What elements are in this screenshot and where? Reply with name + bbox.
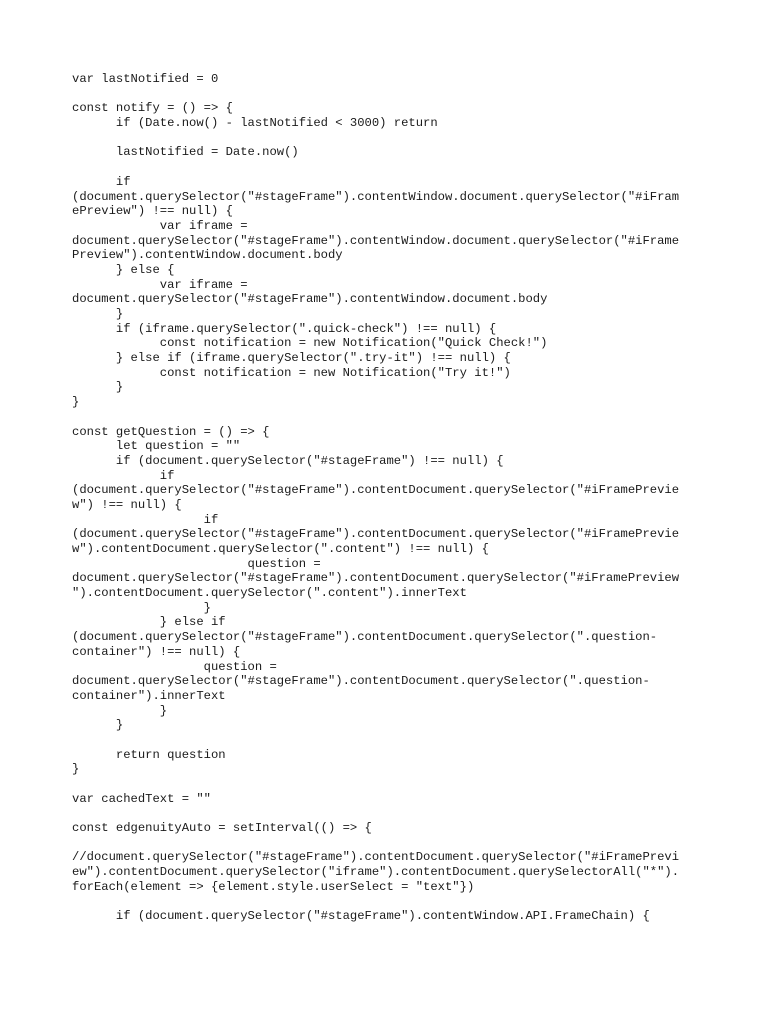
code-line: var cachedText = ""	[72, 791, 211, 806]
code-line: }	[72, 762, 80, 777]
code-line: const notification = new Notification("Quick Check!")	[72, 336, 548, 351]
code-line: if	[72, 468, 175, 483]
code-line	[72, 160, 702, 175]
code-line: (document.querySelector("#stageFrame").contentDocument.querySelector("#iFramePrevie	[72, 527, 680, 542]
code-line: return question	[72, 747, 226, 762]
code-line: }	[72, 703, 168, 718]
code-line: (document.querySelector("#stageFrame").contentWindow.document.querySelector("#iFram	[72, 189, 680, 204]
code-line	[72, 836, 702, 851]
code-line: forEach(element => {element.style.userSelect = "text"})	[72, 879, 475, 894]
code-line: const edgenuityAuto = setInterval(() => {	[72, 821, 372, 836]
code-line: if (Date.now() - lastNotified < 3000) return	[72, 116, 438, 131]
code-line: //document.querySelector("#stageFrame").contentDocument.querySelector("#iFramePrevi	[72, 850, 680, 865]
code-line: w") !== null) {	[72, 497, 182, 512]
code-line: if (iframe.querySelector(".quick-check") !== null) {	[72, 321, 497, 336]
code-line: }	[72, 395, 80, 410]
code-line: ePreview") !== null) {	[72, 204, 233, 219]
code-line	[72, 895, 702, 910]
code-line: question =	[72, 659, 277, 674]
code-line: }	[72, 718, 124, 733]
code-line: } else if	[72, 615, 226, 630]
code-line: w").contentDocument.querySelector(".content") !== null) {	[72, 542, 489, 556]
code-line	[72, 777, 702, 792]
code-line: const getQuestion = () => {	[72, 424, 270, 439]
code-line: let question = ""	[72, 439, 241, 454]
code-line: }	[72, 380, 124, 395]
code-line: if	[72, 512, 219, 527]
code-line: const notify = () => {	[72, 101, 233, 116]
code-line	[72, 733, 702, 748]
code-line: document.querySelector("#stageFrame").contentDocument.querySelector(".question-	[72, 674, 650, 689]
code-line: question =	[72, 556, 321, 571]
code-line: document.querySelector("#stageFrame").contentWindow.document.body	[72, 292, 548, 307]
code-line: document.querySelector("#stageFrame").contentDocument.querySelector("#iFramePreview	[72, 571, 680, 586]
code-line: } else {	[72, 262, 175, 277]
code-line: ew").contentDocument.querySelector("iframe").contentDocument.querySelectorAll("*").	[72, 865, 680, 880]
code-line	[72, 410, 702, 425]
code-line: ").contentDocument.querySelector(".content").innerText	[72, 586, 467, 601]
code-line: var iframe =	[72, 218, 248, 233]
code-line: document.querySelector("#stageFrame").contentWindow.document.querySelector("#iFrame	[72, 233, 680, 248]
code-text-block	[72, 72, 702, 924]
code-line: var iframe =	[72, 277, 248, 292]
code-line: Preview").contentWindow.document.body	[72, 248, 343, 263]
code-line: container").innerText	[72, 688, 226, 703]
code-line: (document.querySelector("#stageFrame").contentDocument.querySelector(".question-	[72, 630, 658, 645]
code-line: }	[72, 600, 211, 615]
code-line: (document.querySelector("#stageFrame").contentDocument.querySelector("#iFramePrevie	[72, 483, 680, 498]
code-line: if (document.querySelector("#stageFrame") !== null) {	[72, 453, 504, 468]
code-line: container") !== null) {	[72, 644, 241, 659]
code-line: lastNotified = Date.now()	[72, 145, 299, 160]
code-line: } else if (iframe.querySelector(".try-it") !== null) {	[72, 351, 511, 366]
code-line: }	[72, 307, 124, 321]
code-line: const notification = new Notification("Try it!")	[72, 365, 511, 380]
code-line: if	[72, 174, 131, 189]
code-line	[72, 87, 702, 102]
code-line	[72, 131, 702, 146]
code-line: var lastNotified = 0	[72, 72, 219, 86]
code-line	[72, 806, 702, 821]
code-line: if (document.querySelector("#stageFrame").contentWindow.API.FrameChain) {	[72, 909, 650, 924]
